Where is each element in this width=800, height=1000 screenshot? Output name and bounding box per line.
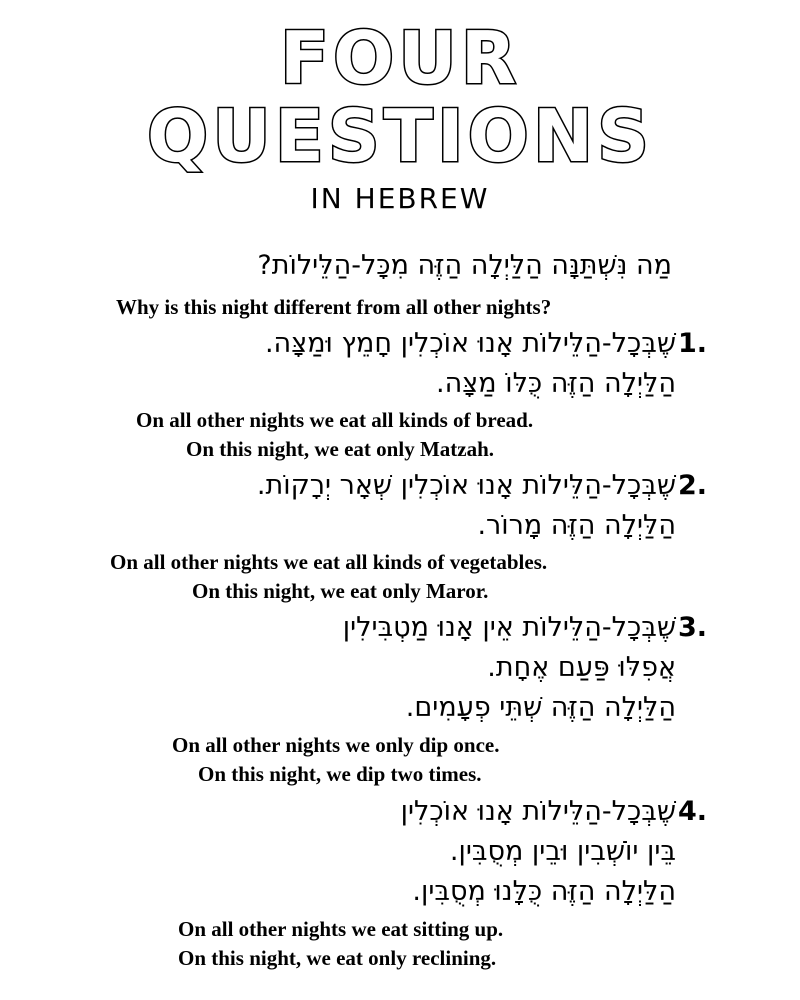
question-4-hebrew-line-1: שֶׁבְּכָל-הַלֵּילוֹת אָנוּ אוֹכְלִין [400,796,676,827]
question-3-hebrew-line-1: שֶׁבְּכָל-הַלֵּילוֹת אֵין אָנוּ מַטְבִּילִין [342,612,676,643]
subtitle: IN HEBREW [310,182,490,215]
question-1-number: 1. [678,328,708,359]
question-2-english-line-1: On all other nights we eat all kinds of vegetables. [110,550,548,574]
question-3-number: 3. [678,612,708,643]
question-2-english-line-2: On this night, we eat only Maror. [192,579,489,603]
question-1-english-line-1: On all other nights we eat all kinds of bread. [136,408,534,432]
question-3-hebrew-line-2: אֲפִלּוּ פַּעַם אֶחָת. [487,652,676,683]
question-2-number: 2. [678,470,708,501]
title-line-1: FOUR [279,16,521,100]
question-1-english-line-2: On this night, we eat only Matzah. [186,437,495,461]
title-line-2: QUESTIONS [147,94,653,178]
question-1-hebrew-line-1: שֶׁבְּכָל-הַלֵּילוֹת אָנוּ אוֹכְלִין חָמֵץ וּמַצָּה. [264,328,676,359]
question-4-hebrew-line-2: בֵּין יוֹשְׁבִין וּבֵין מְסֻבִּין. [449,836,676,867]
question-4-english-line-1: On all other nights we eat sitting up. [178,917,504,941]
intro-english: Why is this night different from all other nights? [116,295,552,319]
question-3-hebrew-line-3: הַלַּיְלָה הַזֶּה שְׁתֵּי פְעָמִים. [405,692,676,723]
question-2-hebrew-line-2: הַלַּיְלָה הַזֶּה מָרוֹר. [477,510,676,541]
question-1-hebrew-line-2: הַלַּיְלָה הַזֶּה כֻּלּוֹ מַצָּה. [436,368,676,399]
question-3-english-line-2: On this night, we dip two times. [198,762,482,786]
question-4-english-line-2: On this night, we eat only reclining. [178,946,497,970]
question-4-number: 4. [678,796,708,827]
question-2-hebrew-line-1: שֶׁבְּכָל-הַלֵּילוֹת אָנוּ אוֹכְלִין שְׁאָר יְרָקוֹת. [256,470,676,501]
intro-hebrew: מַה נִּשְׁתַּנָּה הַלַּיְלָה הַזֶּה מִכָּל-הַלֵּילוֹת? [257,250,672,281]
question-4-hebrew-line-3: הַלַּיְלָה הַזֶּה כֻּלָּנוּ מְסֻבִּין. [412,876,676,907]
question-3-english-line-1: On all other nights we only dip once. [172,733,500,757]
